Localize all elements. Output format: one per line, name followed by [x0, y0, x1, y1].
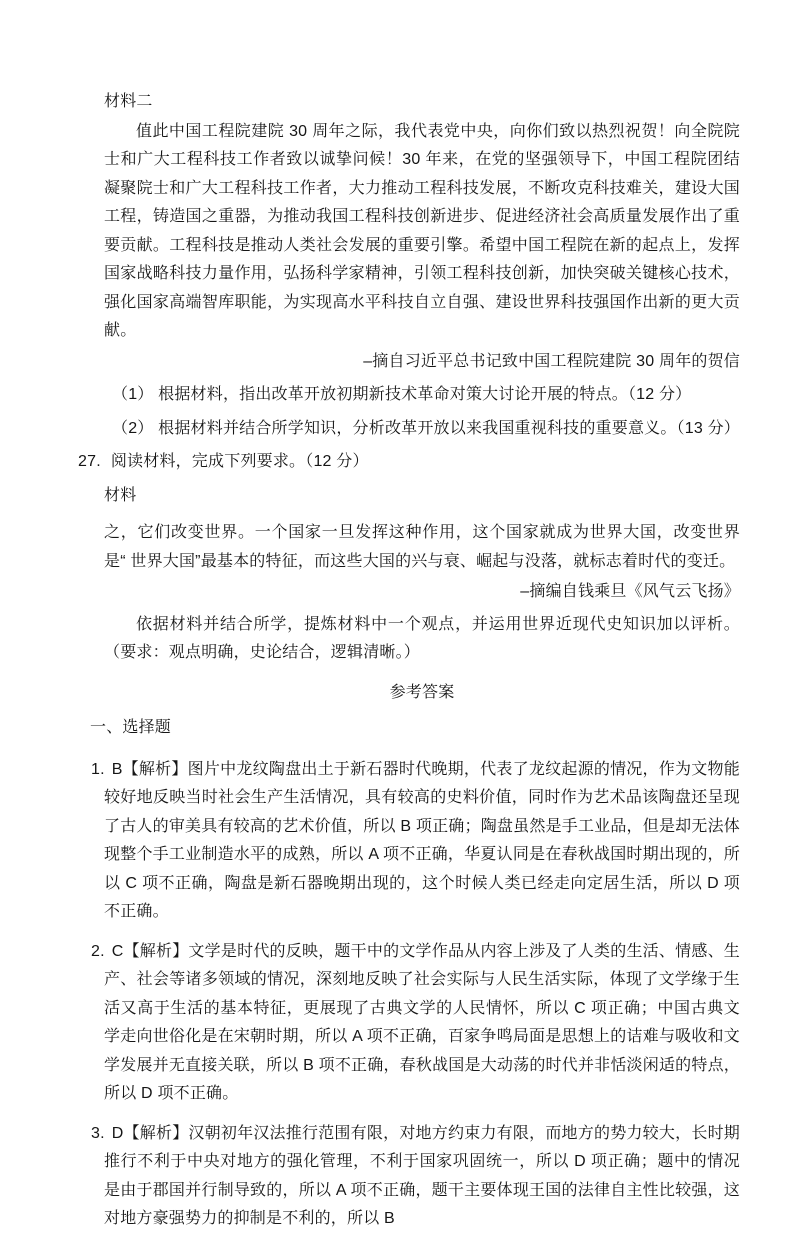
material-2-paragraph: 值此中国工程院建院 30 周年之际，我代表党中央，向你们致以热烈祝贺！向全院院士和广大工程科技工作者致以诚挚问候！30 年来，在党的坚强领导下，中国工程院团结凝聚院士和广大工程科技工作者，大力推动工程科技发展，不断攻克科技难关，建设大国工程，铸造国之重器，为推动我国工程科技创新进步、促进经济社会高质量发展作出了重要贡献。工程科技是推动人类社会发展的重要引擎。希望中国工程院在新的起点上，发挥国家战略科技力量作用，弘扬科学家精神，引领工程科技创新，加快突破关键核心技术，强化国家高端智库职能，为实现高水平科技自立自强、建设世界科技强国作出新的更大贡献。 — [104, 122, 740, 339]
answer-item-2 — [91, 938, 740, 1109]
question-27-material-paragraph: 之，它们改变世界。一个国家一旦发挥这种作用，这个国家就成为世界大国，改变世界是“ 世界大国”最基本的特征，而这些大国的兴与衰、崛起与没落，就标志着时代的变迁。 — [104, 524, 740, 570]
answer-item-2-number: 2. — [91, 942, 105, 960]
sub-question-2: （2） 根据材料并结合所学知识，分析改革开放以来我国重视科技的重要意义。（13 分） — [112, 419, 740, 437]
answer-item-1 — [91, 756, 740, 927]
answer-item-1-text: B【解析】图片中龙纹陶盘出土于新石器时代晚期，代表了龙纹起源的情况，作为文物能较好地反映当时社会生产生活情况，具有较高的史料价值，同时作为艺术品该陶盘还呈现了古人的审美具有较高的艺术价值，所以 B 项正确；陶盘虽然是手工业品，但是却无法体现整个手工业制造水平的成熟，所以 A 项不正确，华夏认同是在春秋战国时期出现的，所以 C 项不正确，陶盘是新石器晚期出现的，这个时候人类已经走向定居生活，所以 D 项不正确。 — [104, 760, 740, 920]
question-27-attribution: –摘编自钱乘旦《风气云飞扬》 — [520, 583, 740, 600]
reference-answers-title: 参考答案 — [389, 683, 455, 701]
answer-item-1-number: 1. — [91, 760, 105, 778]
answer-item-2-text: C【解析】文学是时代的反映，题干中的文学作品从内容上涉及了人类的生活、情感、生产、社会等诸多领域的情况，深刻地反映了社会实际与人民生活实际，体现了文学缘于生活又高于生活的基本特征，更展现了古典文学的人民情怀，所以 C 项正确；中国古典文学走向世俗化是在宋朝时期，所以 A 项不正确，百家争鸣局面是思想上的诘难与吸收和文学发展并无直接关联，所以 B 项不正确，春秋战国是大动荡的时代并非恬淡闲适的特点，所以 D 项不正确。 — [104, 942, 740, 1102]
answer-item-3 — [91, 1120, 740, 1234]
material-label: 材料 — [104, 486, 137, 504]
answer-item-3-number: 3. — [91, 1124, 105, 1142]
material-2-heading: 材料二 — [104, 93, 153, 110]
question-27-task: 依据材料并结合所学，提炼材料中一个观点，并运用世界近现代史知识加以评析。（要求：观点明确，史论结合，逻辑清晰。） — [104, 615, 740, 661]
material-2-attribution: –摘自习近平总书记致中国工程院建院 30 周年的贺信 — [363, 352, 740, 370]
sub-question-1: （1） 根据材料，指出改革开放初期新技术革命对策大讨论开展的特点。（12 分） — [112, 386, 692, 403]
question-27-number: 27. — [78, 453, 101, 470]
question-27-stem-text: 阅读材料，完成下列要求。（12 分） — [110, 453, 369, 470]
section-heading-multiple-choice: 一、选择题 — [90, 719, 172, 736]
question-27-stem — [78, 448, 740, 477]
answer-item-3-text: D【解析】汉朝初年汉法推行范围有限，对地方约束力有限，而地方的势力较大，长时期推行不利于中央对地方的强化管理，不利于国家巩固统一，所以 D 项正确；题中的情况是由于郡国并行制导致的，所以 A 项不正确，题干主要体现王国的法律自主性比较强，这对地方豪强势力的抑制是不利的，所以 B — [104, 1124, 740, 1227]
